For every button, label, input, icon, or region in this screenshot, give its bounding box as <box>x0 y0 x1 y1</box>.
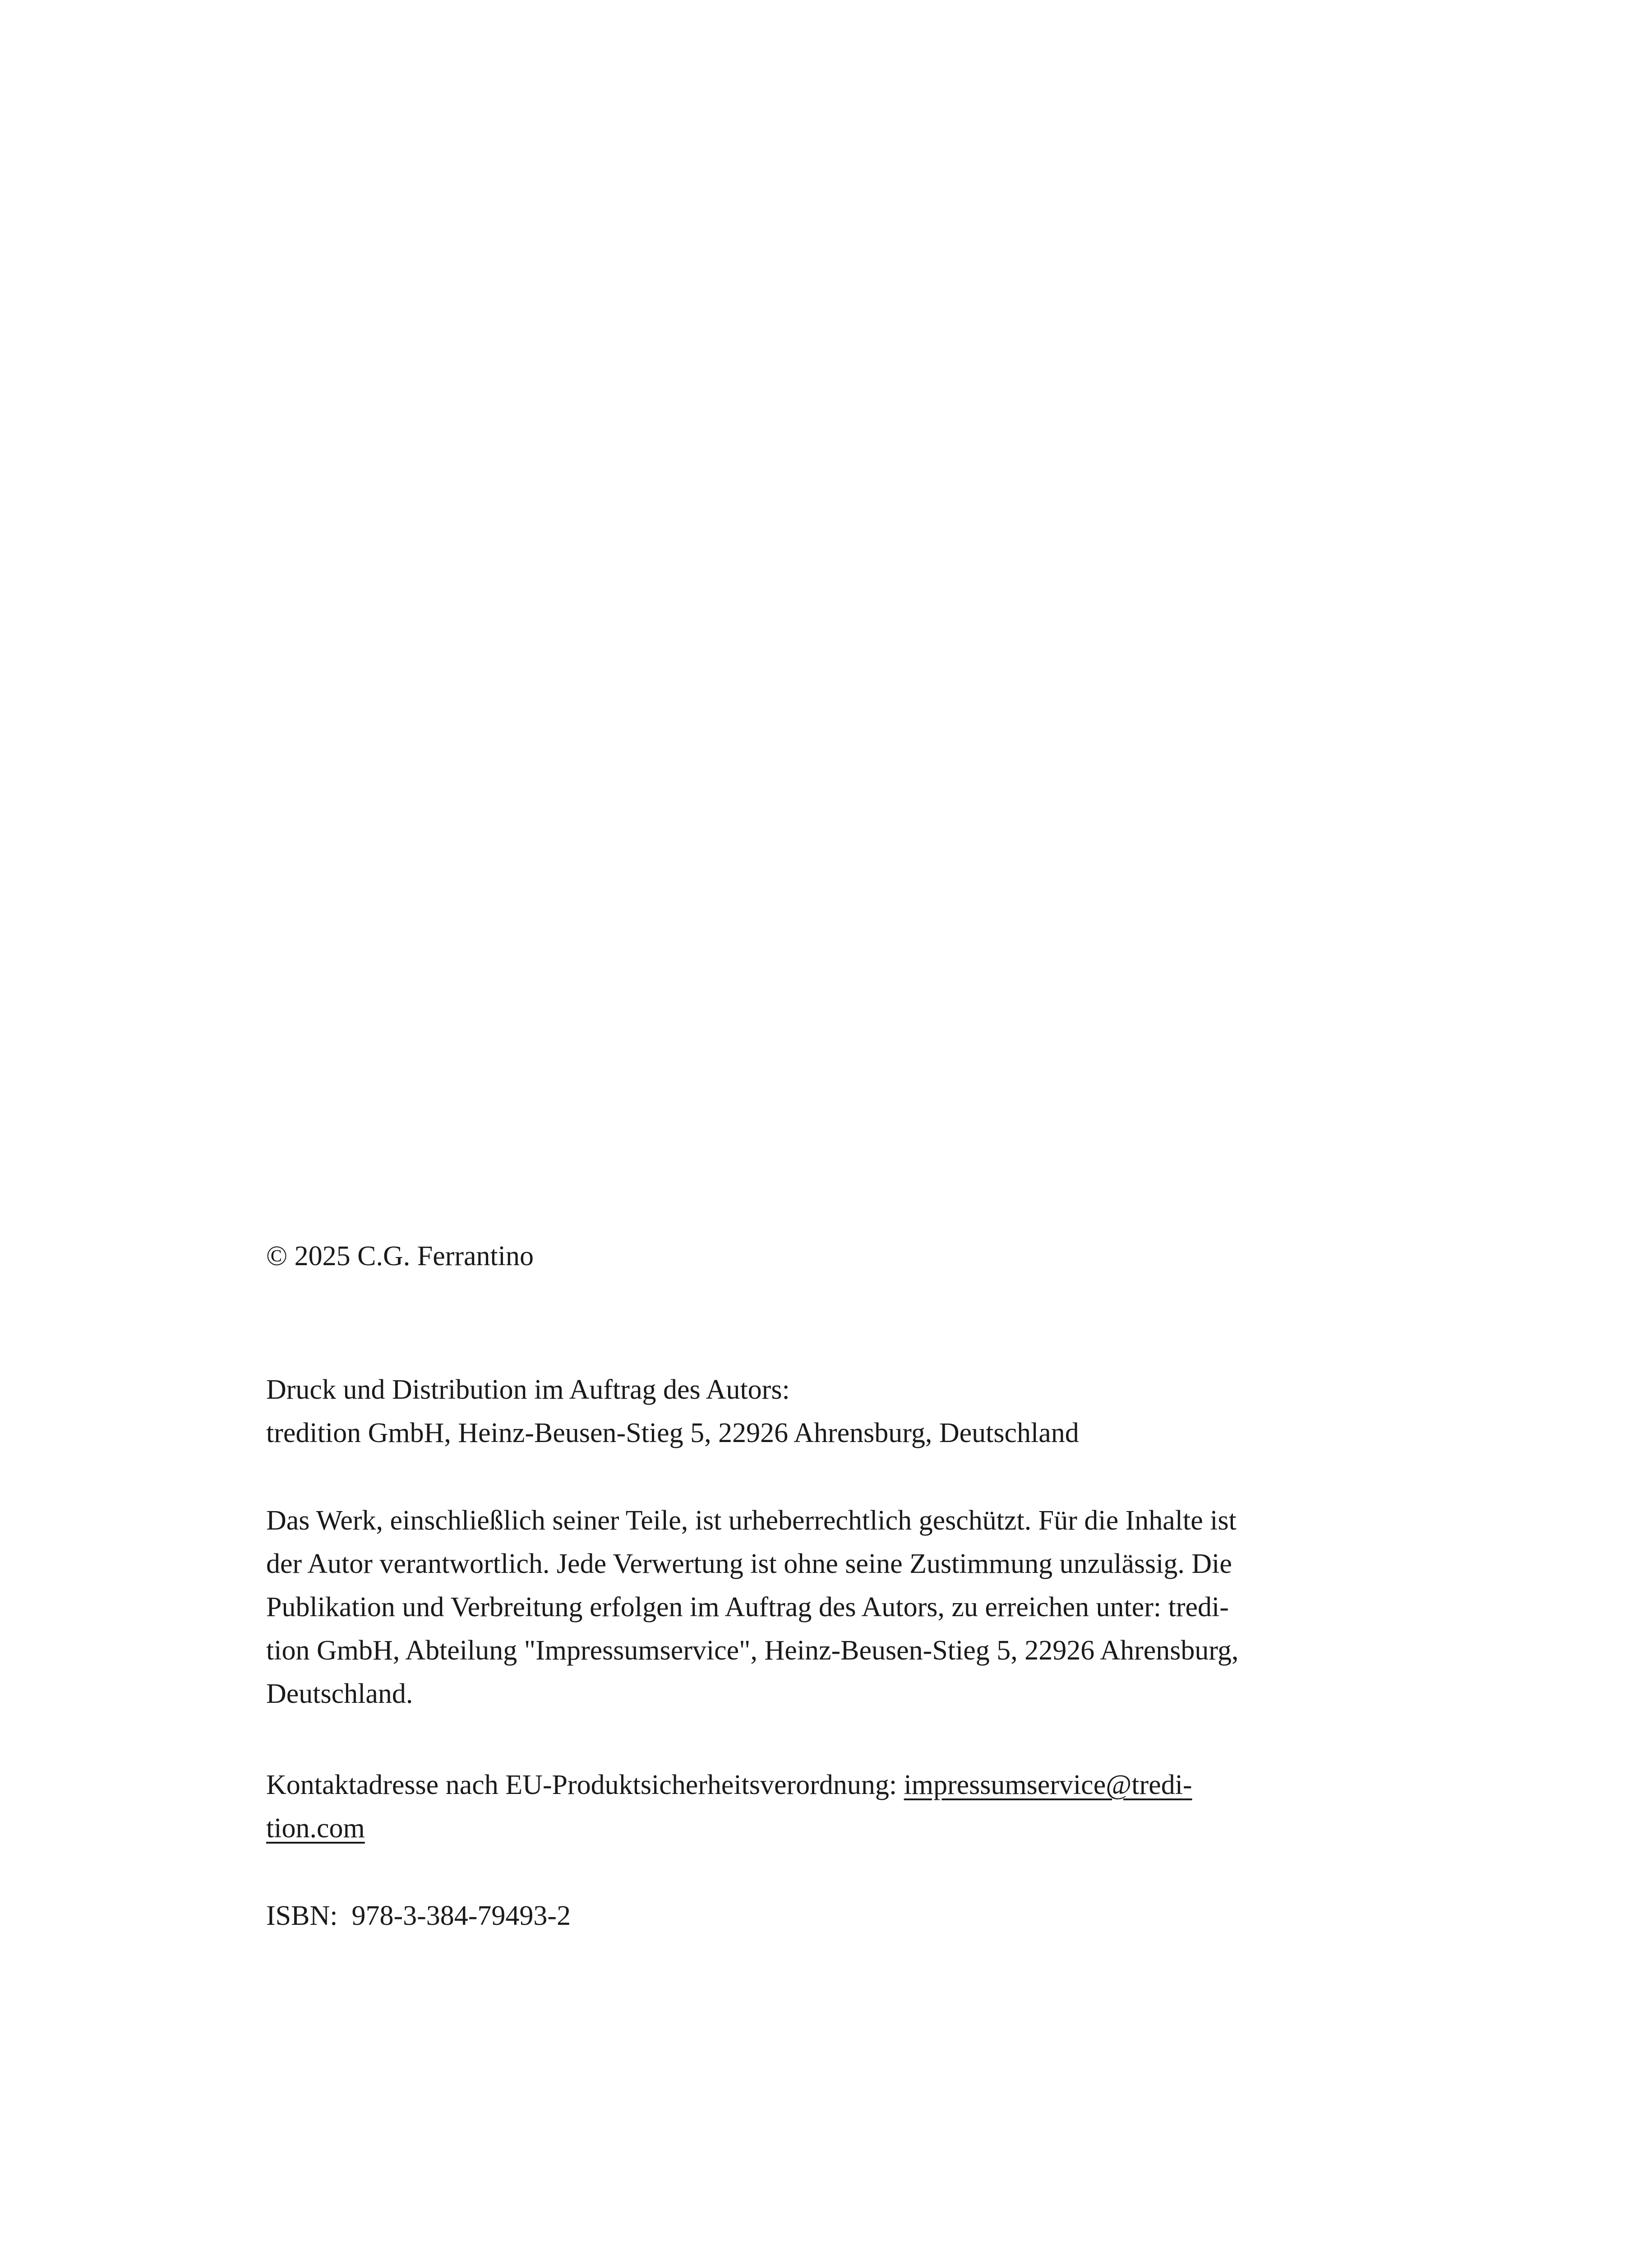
contact-email-link-part2[interactable]: tion.com <box>266 1813 365 1844</box>
copyright-legal-paragraph <box>266 1499 1421 1715</box>
contact-email-link-part1[interactable]: impressumservice@tredi- <box>904 1770 1192 1800</box>
contact-line-1 <box>266 1763 1421 1807</box>
printing-line-1: Druck und Distribution im Auftrag des Autors: <box>266 1374 790 1405</box>
contact-address-notice <box>266 1763 1421 1850</box>
contact-prefix: Kontaktadresse nach EU-Produktsicherheitsverordnung: <box>266 1770 904 1800</box>
legal-line-5: Deutschland. <box>266 1678 413 1709</box>
legal-line-1: Das Werk, einschließlich seiner Teile, ist urheberrechtlich geschützt. Für die Inhalte ist <box>266 1505 1237 1536</box>
contact-line-2 <box>266 1807 1421 1850</box>
copyright-notice <box>266 1234 1421 1278</box>
printing-distribution-notice <box>266 1368 1421 1455</box>
isbn-notice <box>266 1894 1421 1937</box>
copyright-text: © 2025 C.G. Ferrantino <box>266 1241 534 1271</box>
legal-line-3: Publikation und Verbreitung erfolgen im Auftrag des Autors, zu erreichen unter: tredi- <box>266 1592 1229 1623</box>
printing-line-2: tredition GmbH, Heinz-Beusen-Stieg 5, 22926 Ahrensburg, Deutschland <box>266 1418 1079 1448</box>
legal-line-2: der Autor verantwortlich. Jede Verwertung ist ohne seine Zustimmung unzulässig. Die <box>266 1549 1232 1579</box>
legal-line-4: tion GmbH, Abteilung "Impressumservice", Heinz-Beusen-Stieg 5, 22926 Ahrensburg, <box>266 1635 1239 1666</box>
isbn-text: ISBN: 978-3-384-79493-2 <box>266 1900 571 1931</box>
